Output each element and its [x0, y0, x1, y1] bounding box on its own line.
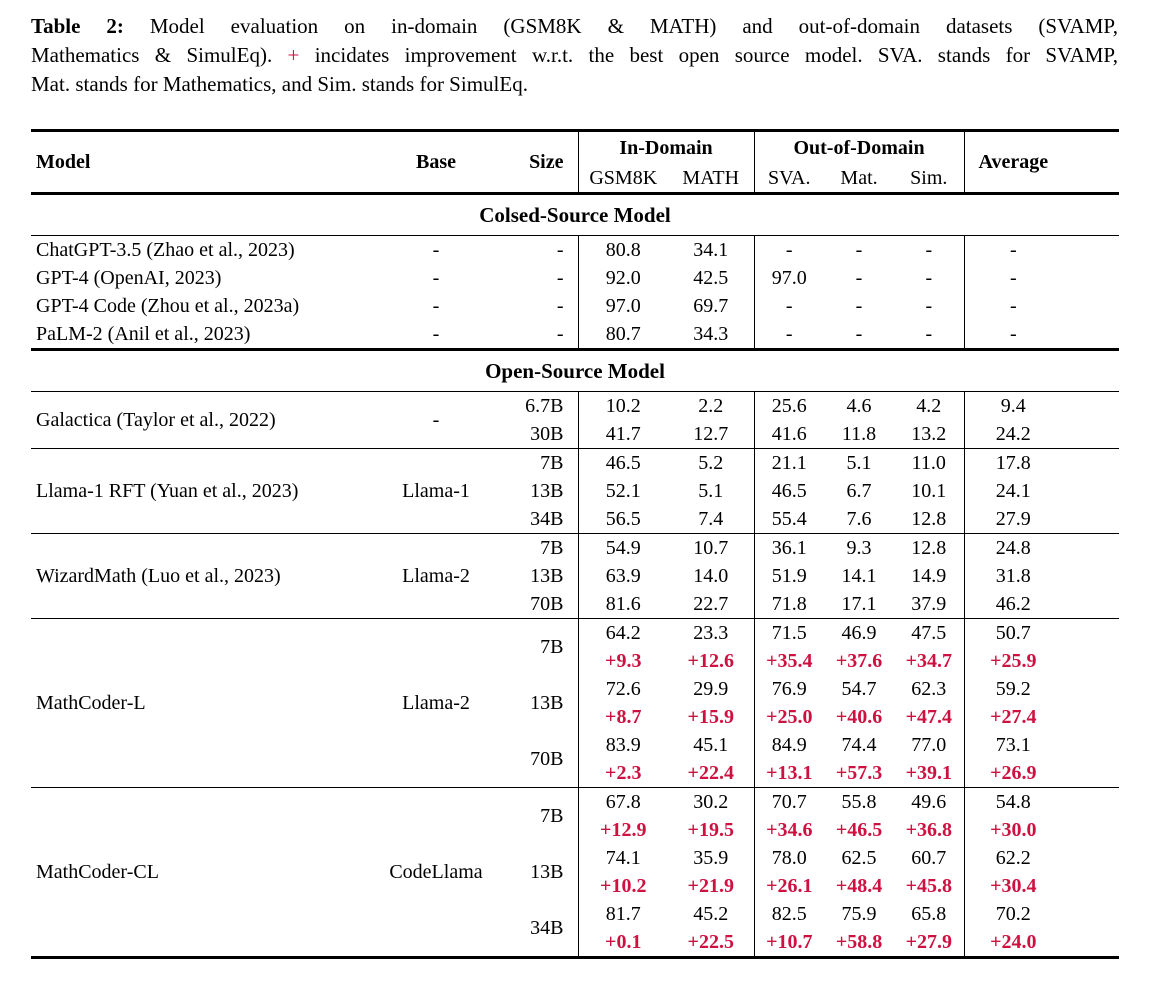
col-header-math: MATH: [668, 164, 754, 194]
cell-model: PaLM-2 (Anil et al., 2023): [31, 320, 376, 350]
caption-text: Mathematics & SimulEq).: [31, 43, 273, 67]
cell-sim: 4.2: [916, 394, 942, 417]
cell-average: -: [964, 236, 1119, 265]
cell-average: 70.2: [964, 900, 1119, 928]
cell-mat: 14.1: [841, 564, 877, 587]
cell-sim: 47.5: [911, 621, 947, 644]
header-row-groups: [31, 131, 1119, 165]
cell-mat: 74.4: [841, 733, 877, 756]
cell-average: 50.7: [964, 619, 1119, 648]
cell-size: -: [496, 320, 578, 350]
table-row: [31, 534, 1119, 563]
cell-sva-delta: +34.6: [754, 816, 824, 844]
cell-sim: 65.8: [911, 902, 947, 925]
cell-math: 12.7: [668, 420, 754, 449]
cell-size: 13B: [530, 860, 564, 883]
col-header-base: Base: [376, 131, 496, 194]
cell-sva: 97.0: [754, 264, 824, 292]
cell-math: 35.9: [693, 846, 729, 869]
cell-mat: 7.6: [824, 505, 894, 534]
cell-math: 2.2: [698, 394, 724, 417]
cell-sva: 71.8: [754, 590, 824, 619]
cell-sva-delta: +25.0: [754, 703, 824, 731]
cell-sim-delta: +45.8: [905, 874, 952, 897]
cell-size: 70B: [496, 731, 578, 788]
caption-line-3: [31, 70, 1118, 99]
cell-sim: 49.6: [911, 790, 947, 813]
cell-model: MathCoder-L: [31, 619, 376, 788]
cell-base: Llama-1: [376, 449, 496, 534]
cell-average-delta: +30.4: [964, 872, 1119, 900]
cell-math: 30.2: [693, 790, 729, 813]
cell-sim: 60.7: [911, 846, 947, 869]
cell-base: Llama-2: [376, 619, 496, 788]
cell-gsm8k: 72.6: [578, 675, 668, 703]
cell-gsm8k: 80.8: [578, 236, 668, 265]
cell-mat: 5.1: [846, 451, 872, 474]
cell-math: 29.9: [693, 677, 729, 700]
cell-average: 62.2: [964, 844, 1119, 872]
cell-average-delta: +26.9: [964, 759, 1119, 788]
cell-size: 13B: [530, 479, 564, 502]
cell-gsm8k: 81.7: [578, 900, 668, 928]
cell-sim: 11.0: [911, 451, 946, 474]
cell-gsm8k-delta: +12.9: [578, 816, 668, 844]
cell-average: 73.1: [964, 731, 1119, 759]
col-header-average: Average: [964, 131, 1119, 194]
cell-sim: 37.9: [894, 590, 964, 619]
cell-sva: 51.9: [754, 562, 824, 590]
cell-sva: 82.5: [754, 900, 824, 928]
cell-sva: -: [754, 236, 824, 265]
cell-gsm8k-delta: +10.2: [578, 872, 668, 900]
section-row-closed-source: [31, 194, 1119, 236]
cell-average-delta: +24.0: [964, 928, 1119, 958]
cell-sim-delta: +36.8: [905, 818, 952, 841]
cell-math: 5.1: [698, 479, 724, 502]
paper-page: [0, 12, 1149, 1004]
table-row: [31, 449, 1119, 478]
cell-gsm8k: 74.1: [578, 844, 668, 872]
cell-base: -: [432, 266, 440, 289]
cell-math: 22.7: [668, 590, 754, 619]
cell-mat: 11.8: [824, 420, 894, 449]
cell-average: 9.4: [964, 392, 1119, 421]
cell-base: Llama-2: [376, 534, 496, 619]
cell-mat: 46.9: [841, 621, 877, 644]
table-row: [31, 264, 1119, 292]
cell-model: MathCoder-CL: [36, 860, 159, 883]
cell-size: 7B: [540, 536, 564, 559]
cell-sim-delta: +27.9: [905, 930, 952, 953]
table-row: [31, 320, 1119, 350]
cell-math-delta: +22.5: [687, 930, 734, 953]
cell-mat: -: [855, 266, 863, 289]
cell-size: 70B: [496, 590, 578, 619]
cell-gsm8k: 81.6: [578, 590, 668, 619]
cell-base: -: [432, 238, 440, 261]
cell-average: -: [964, 320, 1119, 350]
caption-text: Model evaluation on in-domain (GSM8K & MATH) and out-of-domain datasets (SVAMP,: [149, 14, 1118, 38]
cell-model: GPT-4 Code (Zhou et al., 2023a): [36, 294, 300, 317]
cell-math: 10.7: [693, 536, 729, 559]
cell-mat-delta: +57.3: [824, 759, 894, 788]
cell-sva: 46.5: [754, 477, 824, 505]
cell-average-delta: +27.4: [964, 703, 1119, 731]
cell-average: 46.2: [964, 590, 1119, 619]
cell-size: 13B: [530, 691, 564, 714]
plus-symbol: +: [287, 43, 300, 67]
table-row: [31, 788, 1119, 817]
cell-average-delta: +30.0: [964, 816, 1119, 844]
section-title: Colsed-Source Model: [31, 194, 1119, 236]
cell-mat: -: [855, 294, 863, 317]
cell-size: 7B: [540, 451, 564, 474]
cell-model: WizardMath (Luo et al., 2023): [31, 534, 376, 619]
cell-mat: 55.8: [841, 790, 877, 813]
section-title: Open-Source Model: [31, 350, 1119, 392]
cell-gsm8k: 83.9: [578, 731, 668, 759]
cell-sva: 71.5: [754, 619, 824, 648]
cell-size: 6.7B: [525, 394, 564, 417]
cell-sim-delta: +47.4: [905, 705, 952, 728]
cell-sva-delta: +35.4: [754, 647, 824, 675]
cell-math: 34.3: [668, 320, 754, 350]
table-row: [31, 619, 1119, 648]
cell-size: 7B: [540, 635, 564, 658]
cell-mat: 6.7: [846, 479, 872, 502]
cell-average: 54.8: [964, 788, 1119, 817]
cell-average: 27.9: [964, 505, 1119, 534]
table-caption: [31, 12, 1118, 99]
cell-size: 30B: [496, 420, 578, 449]
cell-mat-delta: +48.4: [835, 874, 883, 897]
cell-size: 34B: [530, 916, 564, 939]
cell-gsm8k: 67.8: [578, 788, 668, 817]
cell-sim: 12.8: [911, 536, 947, 559]
cell-gsm8k: 64.2: [578, 619, 668, 648]
caption-line-2: [31, 41, 1118, 70]
cell-sva: 55.4: [754, 505, 824, 534]
cell-average: 24.1: [964, 477, 1119, 505]
cell-gsm8k: 92.0: [578, 264, 668, 292]
cell-gsm8k: 46.5: [578, 449, 668, 478]
cell-sva-delta: +26.1: [754, 872, 824, 900]
cell-sim: -: [925, 266, 933, 289]
cell-mat-delta: +37.6: [835, 649, 883, 672]
cell-gsm8k: 41.7: [578, 420, 668, 449]
col-header-gsm8k: GSM8K: [578, 164, 668, 194]
cell-model: Llama-1 RFT (Yuan et al., 2023): [31, 449, 376, 534]
cell-math-delta: +12.6: [687, 649, 734, 672]
cell-sva-delta: +13.1: [754, 759, 824, 788]
cell-math-delta: +21.9: [687, 874, 734, 897]
cell-average: 24.8: [964, 534, 1119, 563]
cell-gsm8k: 54.9: [578, 534, 668, 563]
col-group-out-of-domain: Out-of-Domain: [754, 131, 964, 165]
col-header-size: Size: [496, 131, 578, 194]
cell-base: -: [376, 320, 496, 350]
cell-sva: 70.7: [754, 788, 824, 817]
cell-mat: 54.7: [841, 677, 877, 700]
cell-sim: 12.8: [894, 505, 964, 534]
cell-model: GPT-4 (OpenAI, 2023): [36, 266, 222, 289]
cell-average: 24.2: [964, 420, 1119, 449]
cell-average: 59.2: [964, 675, 1119, 703]
cell-sva: 78.0: [754, 844, 824, 872]
col-header-model: Model: [31, 131, 376, 194]
cell-base: -: [432, 294, 440, 317]
cell-average: -: [964, 264, 1119, 292]
cell-sim: 13.2: [894, 420, 964, 449]
cell-average: 17.8: [964, 449, 1119, 478]
cell-mat: 17.1: [824, 590, 894, 619]
cell-math: 42.5: [693, 266, 729, 289]
caption-text: Mat. stands for Mathematics, and Sim. stands for SimulEq.: [31, 72, 528, 96]
cell-mat: 4.6: [846, 394, 872, 417]
cell-base: -: [376, 392, 496, 449]
cell-math: 14.0: [693, 564, 729, 587]
cell-average: 31.8: [964, 562, 1119, 590]
caption-label: Table 2:: [31, 14, 124, 38]
cell-model: ChatGPT-3.5 (Zhao et al., 2023): [36, 238, 295, 261]
cell-math: 5.2: [698, 451, 724, 474]
cell-sim: 10.1: [911, 479, 947, 502]
cell-math: 45.1: [693, 733, 729, 756]
cell-gsm8k: 10.2: [578, 392, 668, 421]
cell-math-delta: +22.4: [668, 759, 754, 788]
caption-line-1: [31, 12, 1118, 41]
cell-sim: -: [925, 294, 933, 317]
cell-math: 7.4: [668, 505, 754, 534]
col-group-in-domain: In-Domain: [578, 131, 754, 165]
caption-text: incidates improvement w.r.t. the best open source model. SVA. stands for SVAMP,: [314, 43, 1119, 67]
cell-sva: 25.6: [754, 392, 824, 421]
cell-gsm8k-delta: +0.1: [578, 928, 668, 958]
table-row: [31, 236, 1119, 265]
cell-size: 34B: [496, 505, 578, 534]
cell-math: 23.3: [693, 621, 729, 644]
cell-sva: 76.9: [754, 675, 824, 703]
cell-math-delta: +15.9: [687, 705, 734, 728]
cell-gsm8k: 52.1: [578, 477, 668, 505]
cell-average: -: [964, 292, 1119, 320]
cell-sva: 41.6: [754, 420, 824, 449]
cell-sva: 21.1: [754, 449, 824, 478]
cell-sva: -: [754, 320, 824, 350]
cell-math: 69.7: [693, 294, 729, 317]
table-row: [31, 292, 1119, 320]
cell-sva: 84.9: [754, 731, 824, 759]
cell-model: Galactica (Taylor et al., 2022): [31, 392, 376, 449]
cell-sim: -: [925, 238, 933, 261]
col-header-mat: Mat.: [824, 164, 894, 194]
cell-math: 45.2: [693, 902, 729, 925]
cell-size: -: [556, 266, 564, 289]
cell-size: 13B: [530, 564, 564, 587]
cell-size: 7B: [540, 804, 564, 827]
cell-mat: 75.9: [841, 902, 877, 925]
cell-size: -: [556, 294, 564, 317]
cell-size: -: [556, 238, 564, 261]
cell-gsm8k-delta: +9.3: [578, 647, 668, 675]
cell-math-delta: +19.5: [687, 818, 734, 841]
cell-average-delta: +25.9: [964, 647, 1119, 675]
cell-mat-delta: +46.5: [835, 818, 883, 841]
cell-sim: 14.9: [911, 564, 947, 587]
section-row-open-source: [31, 350, 1119, 392]
cell-sva: 36.1: [754, 534, 824, 563]
cell-sim: -: [894, 320, 964, 350]
cell-gsm8k: 56.5: [578, 505, 668, 534]
cell-mat: 9.3: [846, 536, 872, 559]
cell-sva: -: [754, 292, 824, 320]
cell-gsm8k: 97.0: [578, 292, 668, 320]
cell-gsm8k-delta: +8.7: [578, 703, 668, 731]
cell-mat: -: [824, 320, 894, 350]
cell-sva-delta: +10.7: [754, 928, 824, 958]
cell-mat-delta: +40.6: [835, 705, 883, 728]
cell-math: 34.1: [693, 238, 729, 261]
cell-mat-delta: +58.8: [835, 930, 883, 953]
cell-mat: -: [855, 238, 863, 261]
evaluation-table: [31, 129, 1119, 959]
cell-gsm8k: 63.9: [578, 562, 668, 590]
col-header-sim: Sim.: [894, 164, 964, 194]
cell-sim-delta: +34.7: [905, 649, 952, 672]
cell-gsm8k-delta: +2.3: [578, 759, 668, 788]
cell-sim-delta: +39.1: [894, 759, 964, 788]
cell-gsm8k: 80.7: [578, 320, 668, 350]
cell-mat: 62.5: [841, 846, 877, 869]
cell-sim: 77.0: [911, 733, 947, 756]
cell-sim: 62.3: [911, 677, 947, 700]
cell-base: CodeLlama: [389, 860, 483, 883]
table-row: [31, 392, 1119, 421]
col-header-sva: SVA.: [754, 164, 824, 194]
